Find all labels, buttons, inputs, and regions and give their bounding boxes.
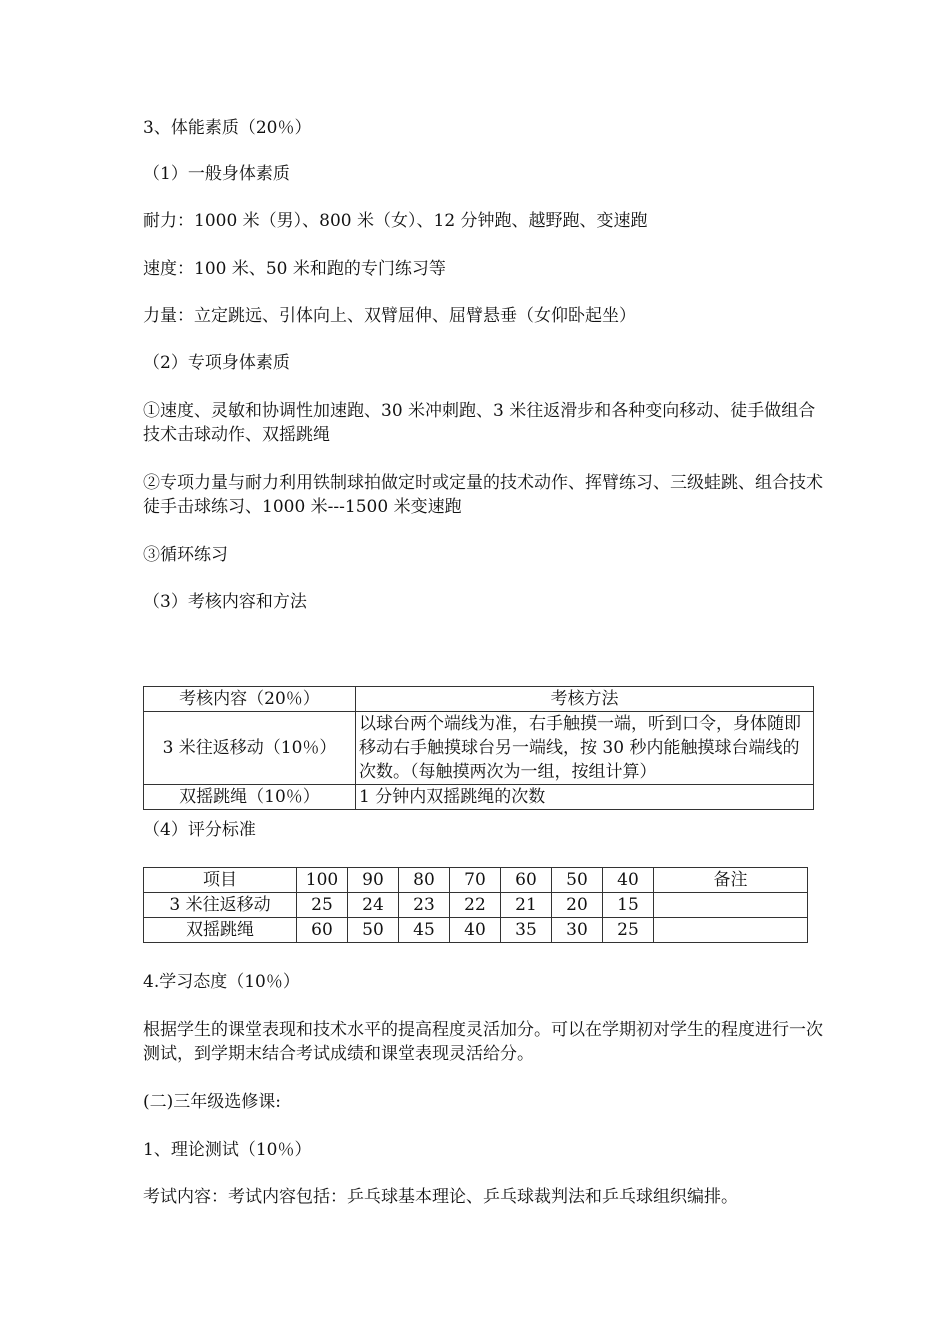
table-cell: 20 (552, 893, 603, 918)
table-row (144, 893, 808, 918)
table-header-cell: 100 (297, 868, 348, 893)
table-cell: 22 (450, 893, 501, 918)
subheading-special-fitness: （2）专项身体素质 (143, 353, 290, 373)
section4-body: 根据学生的课堂表现和技术水平的提高程度灵活加分。可以在学期初对学生的程度进行一次测试，到学期末结合考试成绩和课堂表现灵活给分。 (143, 1020, 823, 1064)
table-header-cell: 90 (348, 868, 399, 893)
table-cell (654, 918, 808, 943)
table-cell: 24 (348, 893, 399, 918)
table-header-cell: 70 (450, 868, 501, 893)
subheading-general-fitness: （1）一般身体素质 (143, 164, 290, 184)
strength-text: 力量：立定跳远、引体向上、双臂屈伸、屈臂悬垂（女仰卧起坐） (143, 306, 636, 326)
table-cell: 25 (297, 893, 348, 918)
table-header-cell: 80 (399, 868, 450, 893)
table-header-cell: 60 (501, 868, 552, 893)
table-cell: 21 (501, 893, 552, 918)
table-header-cell: 考核方法 (356, 687, 814, 712)
endurance-text: 耐力：1000 米（男）、800 米（女）、12 分钟跑、越野跑、变速跑 (143, 211, 648, 231)
table-cell: 1 分钟内双摇跳绳的次数 (356, 785, 814, 810)
scoring-table (143, 867, 808, 943)
table-cell: 以球台两个端线为准，右手触摸一端，听到口令，身体随即移动右手触摸球台另一端线，按 30 秒内能触摸球台端线的次数。（每触摸两次为一组，按组计算） (356, 712, 814, 785)
table-cell: 30 (552, 918, 603, 943)
table-cell: 双摇跳绳 (144, 918, 297, 943)
part2-title: (二)三年级选修课: (143, 1092, 281, 1112)
table-header-row (144, 687, 814, 712)
table-row (144, 918, 808, 943)
table-cell: 40 (450, 918, 501, 943)
table-header-cell: 40 (603, 868, 654, 893)
special-item-3: ③循环练习 (143, 545, 228, 565)
table-cell: 23 (399, 893, 450, 918)
table-header-row (144, 868, 808, 893)
table-cell: 3 米往返移动（10％） (144, 712, 356, 785)
special-item-2: ②专项力量与耐力利用铁制球拍做定时或定量的技术动作、挥臂练习、三级蛙跳、组合技术徒手击球练习、1000 米---1500 米变速跑 (143, 473, 823, 517)
table-cell: 45 (399, 918, 450, 943)
table-header-cell: 50 (552, 868, 603, 893)
table-header-cell: 考核内容（20％） (144, 687, 356, 712)
table-header-cell: 备注 (654, 868, 808, 893)
table-cell: 双摇跳绳（10％） (144, 785, 356, 810)
table-cell: 60 (297, 918, 348, 943)
exam-content-text: 考试内容：考试内容包括：乒乓球基本理论、乒乓球裁判法和乒乓球组织编排。 (143, 1187, 738, 1207)
section4-title: 4.学习态度（10％） (143, 972, 300, 992)
subheading-scoring: （4）评分标准 (143, 820, 256, 840)
table-row (144, 785, 814, 810)
speed-text: 速度：100 米、50 米和跑的专门练习等 (143, 259, 446, 279)
section3-title: 3、体能素质（20％） (143, 118, 312, 138)
theory-test-title: 1、理论测试（10％） (143, 1140, 312, 1160)
table-cell: 50 (348, 918, 399, 943)
special-item-1: ①速度、灵敏和协调性加速跑、30 米冲刺跑、3 米往返滑步和各种变向移动、徒手做组合技术击球动作、双摇跳绳 (143, 401, 816, 445)
table-header-cell: 项目 (144, 868, 297, 893)
table-row (144, 712, 814, 785)
subheading-assessment: （3）考核内容和方法 (143, 592, 307, 612)
table-cell (654, 893, 808, 918)
table-cell: 25 (603, 918, 654, 943)
table-cell: 15 (603, 893, 654, 918)
table-cell: 3 米往返移动 (144, 893, 297, 918)
assessment-table (143, 686, 814, 810)
table-cell: 35 (501, 918, 552, 943)
